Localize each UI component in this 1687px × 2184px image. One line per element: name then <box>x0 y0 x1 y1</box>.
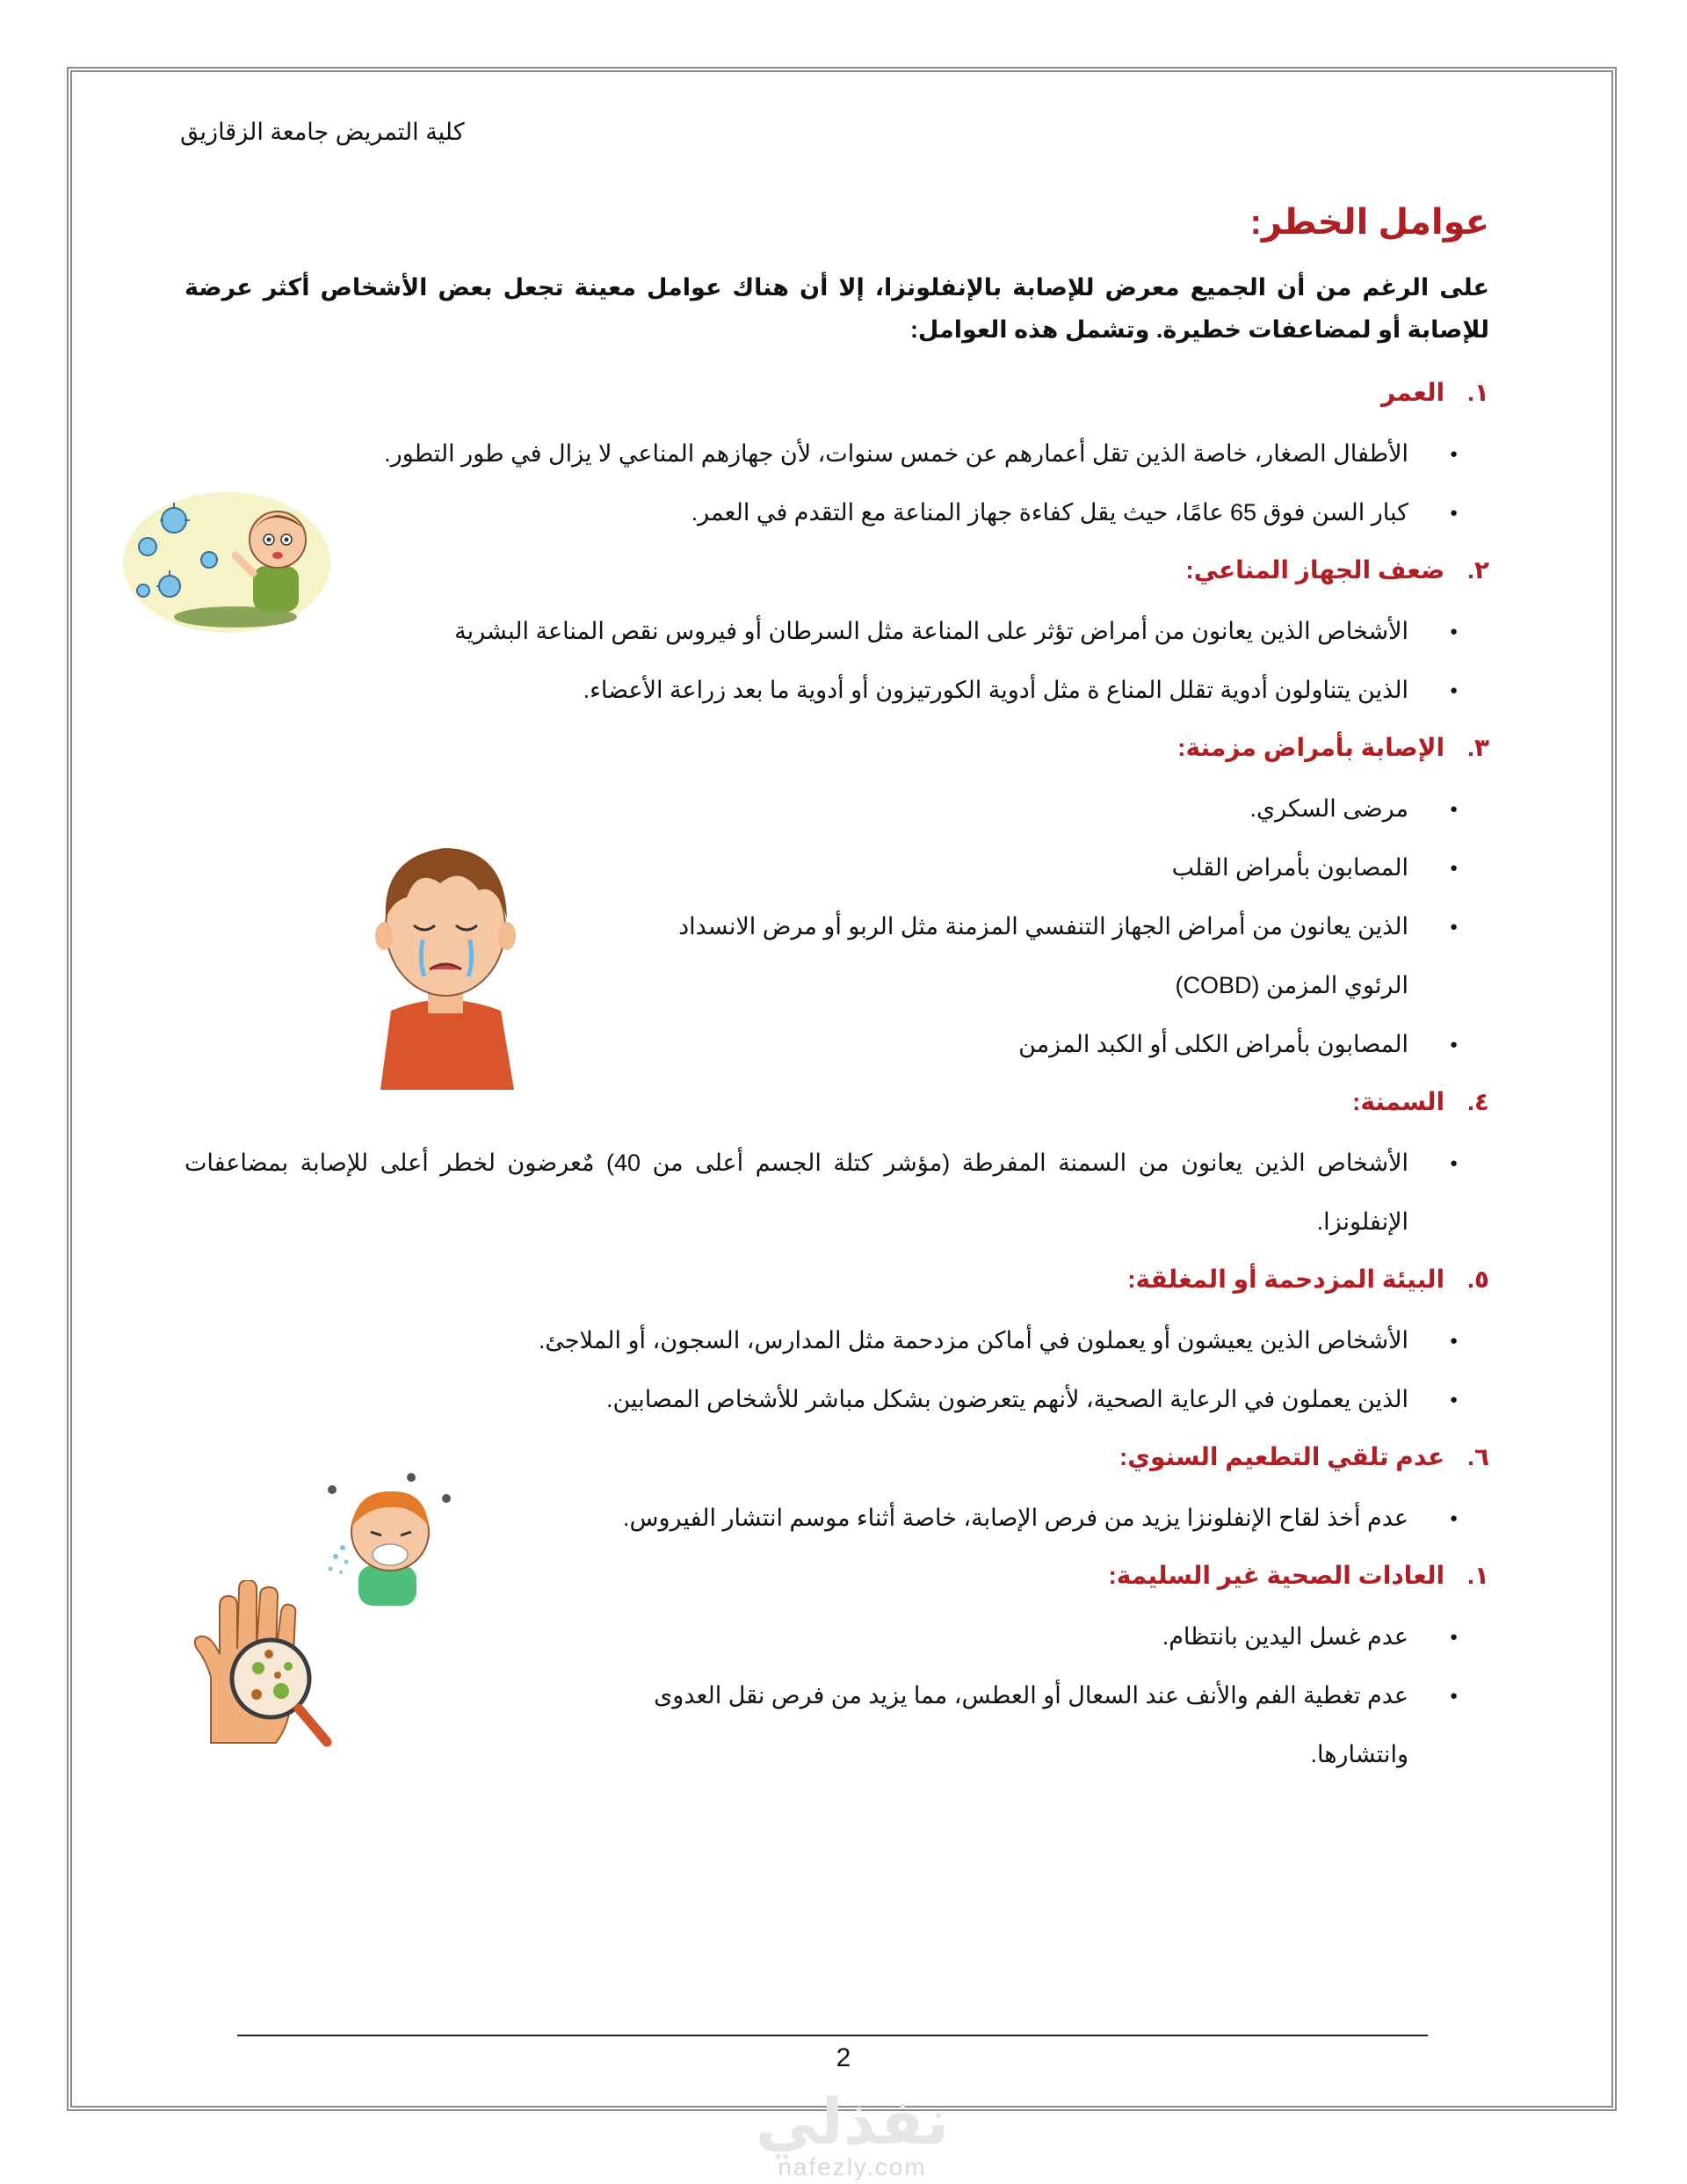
watermark-logo: نفذلي <box>755 2087 950 2158</box>
list-item: ● المصابون بأمراض القلب <box>618 838 1408 897</box>
factor-number: ٣. <box>1467 734 1489 761</box>
intro-paragraph: على الرغم من أن الجميع معرض للإصابة بالإنفلونزا، إلا أن هناك عوامل معينة تجعل بعض الأشخاص أكثر عرضة للإصابة أو لمضاعفات خطيرة. وتشمل هذه العوامل: <box>185 274 1489 343</box>
factor-obesity <box>185 1081 1489 1252</box>
footer-divider <box>237 2035 1428 2036</box>
list-item: ● الذين يعملون في الرعاية الصحية، لأنهم يتعرضون بشكل مباشر للأشخاص المصابين. <box>185 1370 1408 1429</box>
list-item: ● عدم غسل اليدين بانتظام. <box>618 1607 1408 1666</box>
factor-title-text: السمنة: <box>1352 1088 1445 1115</box>
list-item: ● عدم أخذ لقاح الإنفلونزا يزيد من فرص الإصابة، خاصة أثناء موسم انتشار الفيروس. <box>185 1489 1408 1548</box>
factor-number: ٢. <box>1467 556 1489 584</box>
page-header: كلية التمريض جامعة الزقازيق <box>180 119 465 145</box>
list-item: ● الأشخاص الذين يعانون من السمنة المفرطة (مؤشر كتلة الجسم أعلى من 40) مٌعرضون لخطر أعلى للإصابة بمضاعفات الإنفلونزا. <box>185 1134 1408 1252</box>
factor-weak-immunity <box>185 549 1489 720</box>
list-item: ● الأطفال الصغار، خاصة الذين تقل أعمارهم عن خمس سنوات، لأن جهازهم المناعي لا يزال في طور التطور. <box>185 424 1408 483</box>
sad-boy-illustration <box>356 822 536 1090</box>
factor-title-text: العمر <box>1381 379 1445 406</box>
factor-title <box>185 372 1489 414</box>
sneezing-child-illustration <box>316 1463 457 1608</box>
factor-title-text: ضعف الجهاز المناعي: <box>1185 556 1445 584</box>
list-item: ● الأشخاص الذين يعيشون أو يعملون في أماكن مزدحمة مثل المدارس، السجون، أو الملاجئ. <box>185 1311 1408 1370</box>
factor-title-text: الإصابة بأمراض مزمنة: <box>1177 734 1445 761</box>
factor-number: ١. <box>1467 1562 1489 1589</box>
factor-title <box>185 1259 1489 1301</box>
page-number: 2 <box>836 2043 851 2072</box>
section-title: عوامل الخطر: <box>1249 203 1489 242</box>
list-item: ● الذين يعانون من أمراض الجهاز التنفسي المزمنة مثل الربو أو مرض الانسداد الرئوي المزمن (COBD) <box>618 897 1408 1015</box>
factor-number: ٦. <box>1467 1443 1489 1470</box>
factor-number: ٥. <box>1467 1266 1489 1293</box>
factor-age <box>185 372 1489 542</box>
factor-title-text: البيئة المزدحمة أو المغلقة: <box>1127 1266 1445 1293</box>
list-item: ● الذين يتناولون أدوية تقلل المناع ة مثل أدوية الكورتيزون أو أدوية ما بعد زراعة الأعضاء. <box>185 661 1408 720</box>
factor-title <box>185 549 1489 591</box>
list-item: ● عدم تغطية الفم والأنف عند السعال أو العطس، مما يزيد من فرص نقل العدوى وانتشارها. <box>618 1666 1408 1784</box>
factor-crowded-environment <box>185 1259 1489 1429</box>
list-item: ● مرضى السكري. <box>618 780 1408 838</box>
factor-title-text: عدم تلقي التطعيم السنوي: <box>1119 1443 1445 1470</box>
list-item: ● الأشخاص الذين يعانون من أمراض تؤثر على المناعة مثل السرطان أو فيروس نقص المناعة البشرية <box>185 602 1408 661</box>
factor-title <box>185 727 1489 769</box>
list-item: ● كبار السن فوق 65 عامًا، حيث يقل كفاءة جهاز المناعة مع التقدم في العمر. <box>185 483 1408 542</box>
child-with-germs-illustration <box>121 485 332 635</box>
factor-number: ٤. <box>1467 1088 1489 1115</box>
watermark-url: nafezly.com <box>778 2153 927 2180</box>
germy-hand-magnifier-illustration <box>185 1580 334 1749</box>
list-item: ● المصابون بأمراض الكلى أو الكبد المزمن <box>618 1015 1408 1074</box>
factor-number: ١. <box>1467 379 1489 406</box>
factor-title-text: العادات الصحية غير السليمة: <box>1108 1562 1445 1589</box>
